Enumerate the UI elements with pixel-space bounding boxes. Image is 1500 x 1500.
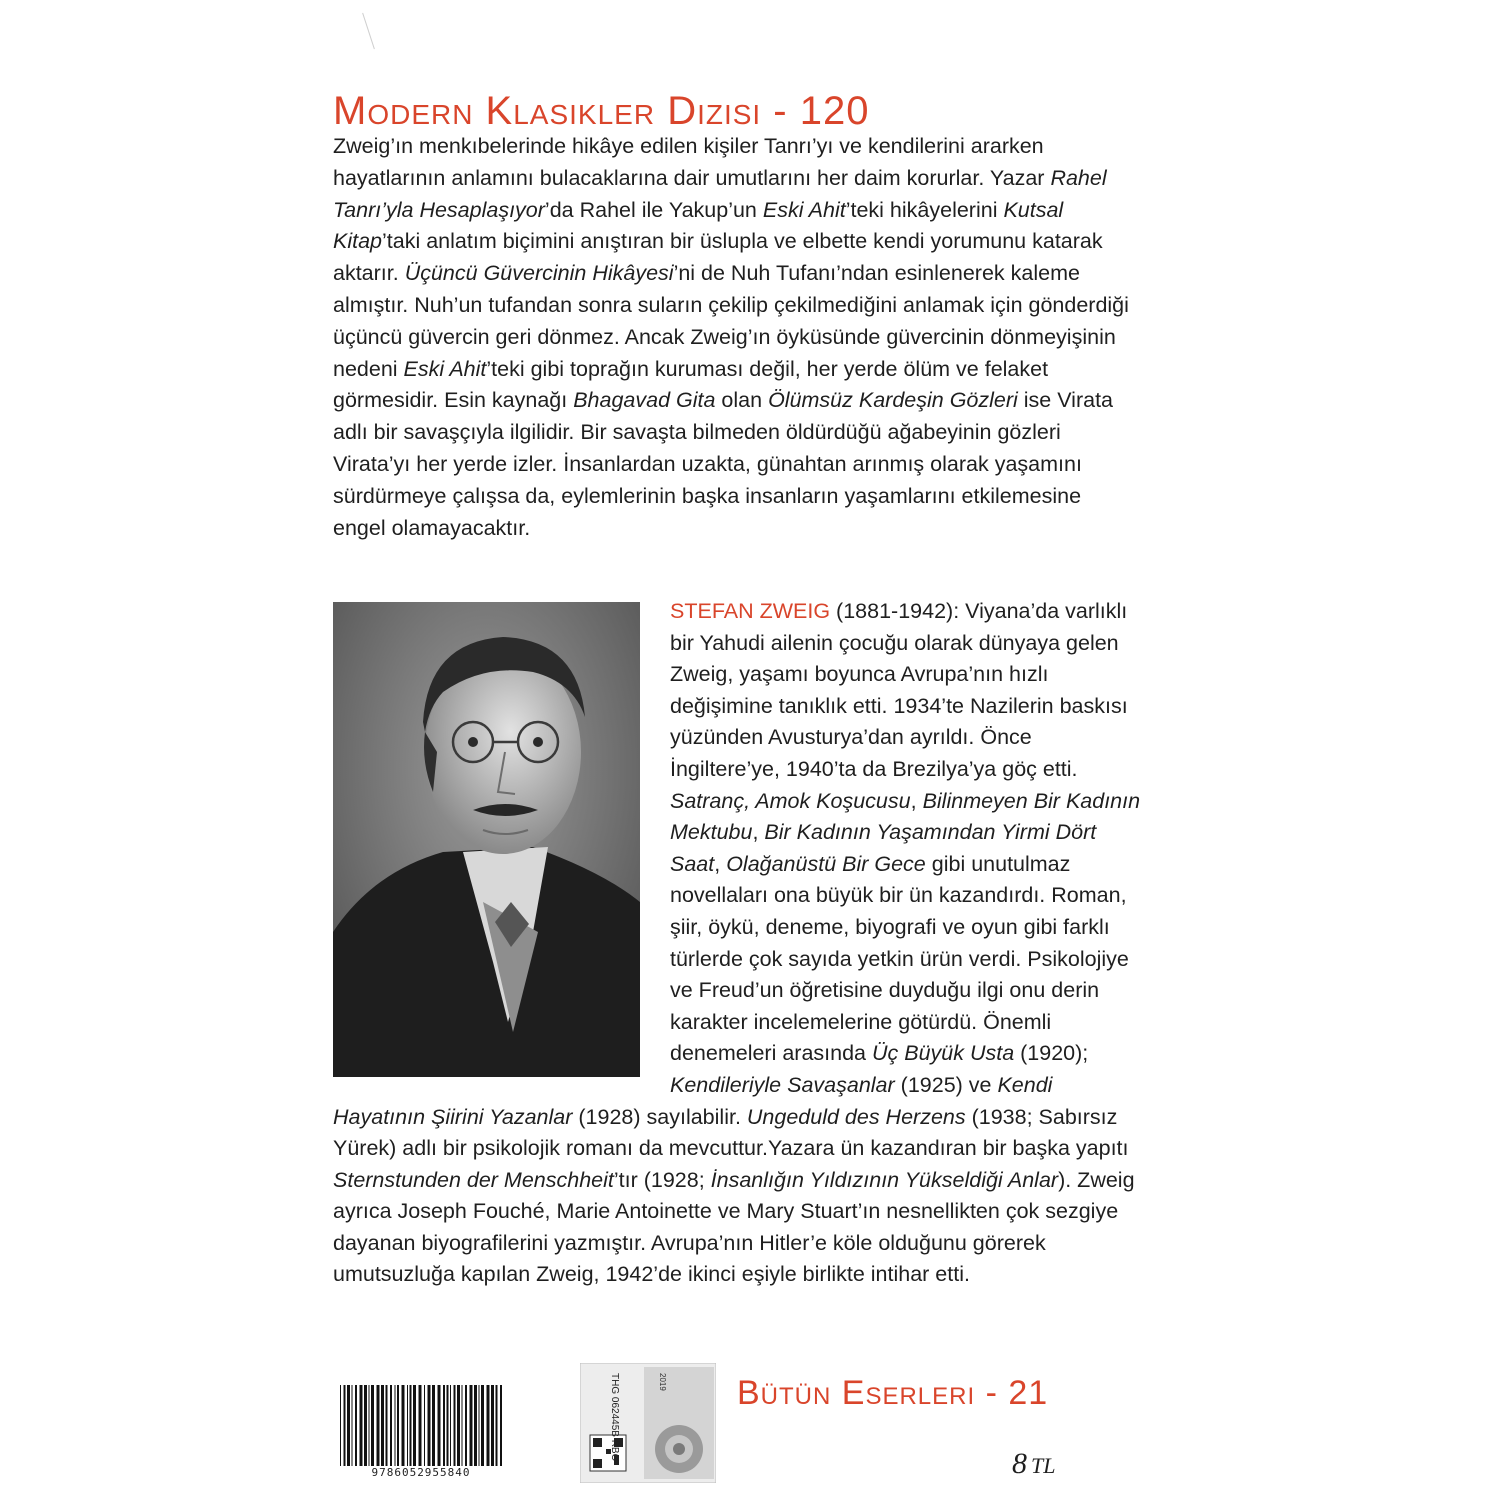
bio-segment: (1925) ve (894, 1072, 998, 1097)
barcode-bar (496, 1385, 498, 1467)
blurb-segment: ’ni de Nuh Tufanı’ndan esinlenerek kaleme almıştır. Nuh’un tufandan sonra suların çekilip çekilmediğini anlamak için gönderdiği üçüncü güvercin geri dönmez. Ancak Zweig’ın öyküsünde güvercinin dönmeyişinin nedeni (333, 261, 1129, 381)
barcode-bar (386, 1385, 388, 1467)
blurb-text (333, 131, 1133, 544)
barcode-number: 9786052955840 (338, 1466, 504, 1479)
sticker-year: 2019 (658, 1373, 667, 1391)
barcode-bar (457, 1385, 460, 1467)
barcode-bar (364, 1385, 367, 1467)
barcode-bar (413, 1385, 416, 1467)
barcode-bar (443, 1385, 445, 1467)
bio-title-italic: Sternstunden der Menschheit (333, 1167, 614, 1192)
barcode-bar (465, 1385, 467, 1467)
barcode-bar (390, 1385, 392, 1467)
blurb-segment: ’teki gibi toprağın kuruması değil, her yerde ölüm ve felaket görmesidir. Esin kaynağı (333, 356, 1049, 413)
barcode-bar (410, 1385, 412, 1467)
barcode-bar (360, 1385, 363, 1467)
bio-title-italic: İnsanlığın Yıldızının Yükseldiği Anlar (710, 1167, 1059, 1192)
bio-segment: ’tır (1928; (613, 1167, 711, 1192)
bio-segment: (1881-1942): Viyana’da varlıklı bir Yahudi ailenin çocuğu olarak dünyaya gelen Zweig, yaşamı boyunca Avrupa’nın hızlı değişimine tanıklık etti. 1934’te Nazilerin baskısı yüzünden Avusturya’dan ayrıldı. Önce İngiltere’ye, 1940’ta da Brezilya’ya göç etti. (670, 599, 1128, 781)
blurb-segment: ’taki anlatım biçimini anıştıran bir üslupla ve elbette kendi yorumunu katarak aktarır. (333, 229, 1103, 286)
barcode-bar (481, 1385, 484, 1467)
blurb-segment: ’da Rahel ile Yakup’un (544, 197, 763, 222)
price (1012, 1447, 1055, 1481)
bio-title-italic: Üç Büyük Usta (871, 1041, 1015, 1066)
blurb-title-italic: Eski Ahit (403, 356, 487, 381)
barcode-bar (377, 1385, 380, 1467)
barcode-bar (487, 1385, 490, 1467)
bio-title-italic: Kendi Hayatının Şiirini Yazanlar (333, 1072, 1053, 1129)
barcode-bar (470, 1385, 473, 1467)
bio-title-italic: Bir Kadının Yaşamından Yirmi Dört Saat (670, 820, 1097, 876)
scan-mark (362, 13, 375, 49)
barcode-bar (340, 1385, 341, 1467)
bio-segment: gibi unutulmaz novellaları ona büyük bir ün kazandırdı. Roman, şiir, öykü, deneme, biyografi ve oyun gibi farklı türlerde çok sayıda yetkin ürün verdi. Psikolojiye ve Freud’un öğretisine duyduğu ilgi onu derin karakter incelemelerine götürdü. Önemli denemeleri arasında (670, 851, 1129, 1066)
works-series-title: Bütün Eserleri - 21 (737, 1374, 1049, 1412)
author-name: STEFAN ZWEIG (670, 599, 831, 623)
price-unit: TL (1031, 1453, 1056, 1478)
barcode-bar (407, 1385, 408, 1467)
blurb-title-italic: Üçüncü Güvercinin Hikâyesi (404, 261, 674, 286)
barcode-bar (355, 1385, 357, 1467)
sticker-code: THG 062445B RBC (609, 1373, 620, 1461)
series-title: Modern Klasikler Dizisi - 120 (333, 88, 870, 133)
barcode-bar (462, 1385, 463, 1467)
bio-segment: (1920); (1014, 1041, 1089, 1066)
bio-segment: (1928) sayılabilir. (572, 1104, 747, 1129)
bio-title-italic: Kendileriyle Savaşanlar (670, 1072, 895, 1097)
barcode-bar (438, 1385, 441, 1467)
bio-title-italic: Ungeduld des Herzens (746, 1104, 966, 1129)
bio-title-italic: Satranç, Amok Koşucusu (670, 788, 911, 813)
hologram-sticker-icon (580, 1363, 716, 1483)
barcode-bar (479, 1385, 480, 1467)
barcode-bar (371, 1385, 374, 1467)
author-bio (333, 596, 1143, 1291)
barcode-bar (352, 1385, 353, 1467)
bio-segment: ). Zweig ayrıca Joseph Fouché, Marie Antoinette ve Mary Stuart’ın nesnellikten çok sezgiye dayanan biyografilerini yazmıştır. Avrupa’nın Hitler’e köle olduğunu görerek umutsuzluğa kapılan Zweig, 1942’de ikinci eşiyle birlikte intihar etti. (333, 1167, 1135, 1287)
barcode-bar (432, 1385, 435, 1467)
barcode-bar (454, 1385, 456, 1467)
price-value: 8 (1012, 1447, 1027, 1480)
barcode-bar (369, 1385, 370, 1467)
bio-segment: , (714, 851, 727, 876)
barcode-bar (344, 1385, 346, 1467)
barcode-bar (395, 1385, 396, 1467)
blurb-title-italic: Rahel Tanrı’yla Hesaplaşıyor (333, 165, 1107, 222)
blurb-segment: Zweig’ın menkıbelerinde hikâye edilen kişiler Tanrı’yı ve kendilerini ararken hayatlarının anlamını bulacaklarına dair umutlarını her daim korurlar. Yazar (333, 134, 1051, 190)
barcode-bar (402, 1385, 405, 1467)
blurb-title-italic: Bhagavad Gita (573, 388, 716, 413)
barcode-bar (474, 1385, 477, 1467)
barcode-bar (424, 1385, 425, 1467)
blurb-segment: ’teki hikâyelerini (845, 197, 1004, 222)
blurb-title-italic: Kutsal Kitap (333, 197, 1064, 254)
bio-segment: , (910, 788, 923, 813)
barcode-bar (428, 1385, 431, 1467)
blurb-segment: olan (715, 388, 769, 413)
barcode-bar (500, 1385, 502, 1467)
blurb-title-italic: Eski Ahit (762, 197, 846, 222)
barcode-bar (381, 1385, 384, 1467)
bio-title-italic: Olağanüstü Bir Gece (726, 851, 926, 876)
blurb-segment: ise Virata adlı bir savaşçıyla ilgilidir. Bir savaşta bilmeden öldürdüğü ağabeyinin gözleri Virata’yı her yerde izler. İnsanlardan uzakta, günahtan arınmış olarak yaşamını sürdürmeye çalışsa da, eylemlerinin başka insanların yaşamlarını etkilemesine engel olamayacaktır. (333, 388, 1114, 540)
barcode-bar (397, 1385, 399, 1467)
bio-title-italic: Bilinmeyen Bir Kadının Mektubu (670, 788, 1141, 845)
barcode-bar (450, 1385, 451, 1467)
barcode-bar (419, 1385, 422, 1467)
bio-segment: , (752, 820, 765, 845)
portrait-spacer (333, 596, 670, 1091)
bio-segment: (1938; Sabırsız Yürek) adlı bir psikolojik romanı da mevcuttur.Yazara ün kazandıran bir başka yapıtı (333, 1104, 1129, 1161)
blurb-title-italic: Ölümsüz Kardeşin Gözleri (768, 388, 1018, 413)
barcode-bar (347, 1385, 350, 1467)
barcode-bar (447, 1385, 449, 1467)
barcode-bar (491, 1385, 494, 1467)
